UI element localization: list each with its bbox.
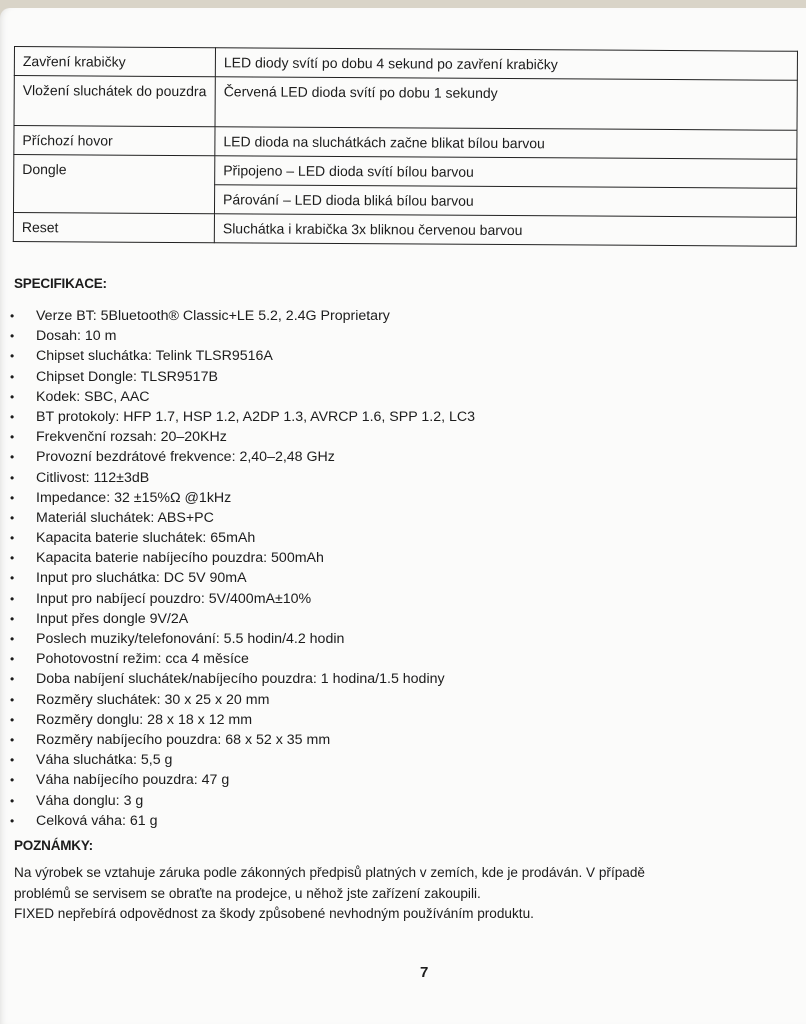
spec-item <box>8 669 475 689</box>
spec-text: Kapacita baterie nabíjecího pouzdra: 500mAh <box>36 550 324 567</box>
spec-text: Poslech muziky/telefonování: 5.5 hodin/4.2 hodin <box>36 631 345 647</box>
note-line: FIXED nepřebírá odpovědnost za škody způsobené nevhodným používáním produktu. <box>14 906 534 921</box>
specs-list <box>8 306 475 831</box>
spec-item <box>8 488 475 508</box>
bullet-icon: • <box>10 652 15 667</box>
bullet-icon: • <box>10 531 15 546</box>
event-cell: Zavření krabičky <box>14 47 215 77</box>
bullet-icon: • <box>10 732 15 747</box>
bullet-icon: • <box>10 712 15 727</box>
spec-item <box>8 306 475 326</box>
spec-item <box>8 589 475 609</box>
specs-title: SPECIFIKACE: <box>14 276 107 291</box>
spec-text: Rozměry sluchátek: 30 x 25 x 20 mm <box>36 691 270 708</box>
event-cell: Reset <box>13 212 214 242</box>
spec-text: Chipset sluchátka: Telink TLSR9516A <box>36 348 273 365</box>
spec-text: Váha nabíjecího pouzdra: 47 g <box>36 772 230 789</box>
bullet-icon: • <box>10 632 15 646</box>
spec-text: BT protokoly: HFP 1.7, HSP 1.2, A2DP 1.3, AVRCP 1.6, SPP 1.2, LC3 <box>36 408 476 425</box>
spec-item <box>8 770 475 790</box>
spec-text: Input přes dongle 9V/2A <box>36 610 189 627</box>
spec-item <box>8 609 475 629</box>
bullet-icon: • <box>10 571 15 586</box>
spec-text: Celková váha: 61 g <box>36 812 158 829</box>
bullet-icon: • <box>10 369 15 384</box>
spec-text: Impedance: 32 ±15%Ω @1kHz <box>36 489 232 506</box>
bullet-icon: • <box>10 490 15 505</box>
indication-cell: Sluchátka i krabička 3x bliknou červenou barvou <box>214 214 796 247</box>
spec-text: Provozní bezdrátové frekvence: 2,40–2,48 GHz <box>36 449 335 466</box>
spec-text: Chipset Dongle: TLSR9517B <box>36 368 218 385</box>
spec-text: Váha donglu: 3 g <box>36 792 144 809</box>
event-cell: Vložení sluchátek do pouzdra <box>14 76 215 127</box>
spec-item <box>8 407 475 427</box>
bullet-icon: • <box>10 813 15 828</box>
bullet-icon: • <box>10 611 15 626</box>
spec-item <box>8 346 475 366</box>
spec-item <box>8 326 475 346</box>
event-cell: Příchozí hovor <box>14 126 215 156</box>
indication-cell: LED diody svítí po dobu 4 sekund po zavření krabičky <box>215 48 797 81</box>
bullet-icon: • <box>10 591 15 606</box>
table-row <box>13 212 796 246</box>
note-line: Na výrobek se vztahuje záruka podle zákonných předpisů platných v zemích, kde je prodáván. V případě <box>14 865 645 880</box>
spec-text: Input pro sluchátka: DC 5V 90mA <box>36 570 247 587</box>
table-row <box>14 126 797 160</box>
bullet-icon: • <box>10 672 15 687</box>
spec-item <box>8 649 475 669</box>
bullet-icon: • <box>10 551 15 566</box>
table-row <box>14 155 797 189</box>
spec-item <box>8 730 475 750</box>
spec-text: Input pro nabíjecí pouzdro: 5V/400mA±10% <box>36 590 312 607</box>
spec-text: Citlivost: 112±3dB <box>36 469 150 486</box>
spec-item <box>8 568 475 588</box>
indication-cell: Párování – LED dioda bliká bílou barvou <box>214 185 796 218</box>
spec-text: Materiál sluchátek: ABS+PC <box>36 509 214 526</box>
spec-item <box>8 447 475 467</box>
spec-text: Rozměry nabíjecího pouzdra: 68 x 52 x 35 mm <box>36 731 331 748</box>
spec-item <box>8 387 475 407</box>
bullet-icon: • <box>10 329 15 344</box>
table-row <box>14 76 797 131</box>
manual-page <box>0 8 806 1024</box>
spec-text: Frekvenční rozsah: 20–20KHz <box>36 429 227 446</box>
spec-text: Rozměry donglu: 28 x 18 x 12 mm <box>36 711 253 728</box>
spec-item <box>8 548 475 568</box>
spec-item <box>8 508 475 528</box>
bullet-icon: • <box>10 773 15 788</box>
spec-text: Kapacita baterie sluchátek: 65mAh <box>36 530 256 547</box>
spec-item <box>8 367 475 387</box>
spec-text: Pohotovostní režim: cca 4 měsíce <box>36 651 249 668</box>
note-line: problémů se servisem se obraťte na prodejce, u něhož jste zařízení zakoupili. <box>14 885 481 901</box>
indication-cell: Červená LED dioda svítí po dobu 1 sekundy <box>215 77 797 131</box>
spec-item <box>8 427 475 447</box>
bullet-icon: • <box>10 510 15 525</box>
bullet-icon: • <box>10 793 15 808</box>
bullet-icon: • <box>10 692 15 707</box>
bullet-icon: • <box>10 470 15 485</box>
notes-title: POZNÁMKY: <box>14 838 93 853</box>
spec-text: Kodek: SBC, AAC <box>36 388 150 405</box>
bullet-icon: • <box>10 430 15 445</box>
spec-item <box>8 528 475 548</box>
spec-item <box>8 629 475 649</box>
bullet-icon: • <box>10 349 15 364</box>
spec-item <box>8 690 475 710</box>
spec-item <box>8 791 475 811</box>
spec-item <box>8 750 475 770</box>
notes-text <box>14 863 806 925</box>
led-indication-table <box>13 46 798 247</box>
spec-text: Doba nabíjení sluchátek/nabíjecího pouzdra: 1 hodina/1.5 hodiny <box>36 671 445 688</box>
bullet-icon: • <box>10 389 15 404</box>
spec-text: Váha sluchátka: 5,5 g <box>36 752 173 769</box>
bullet-icon: • <box>10 450 15 465</box>
spec-item <box>8 811 475 831</box>
bullet-icon: • <box>10 409 15 424</box>
indication-cell: Připojeno – LED dioda svítí bílou barvou <box>215 156 797 189</box>
bullet-icon: • <box>10 753 15 768</box>
spec-item <box>8 710 475 730</box>
indication-cell: LED dioda na sluchátkách začne blikat bílou barvou <box>215 127 797 160</box>
page-number: 7 <box>420 964 429 981</box>
spec-text: Verze BT: 5Bluetooth® Classic+LE 5.2, 2.4G Proprietary <box>36 308 390 324</box>
bullet-icon: • <box>10 309 15 323</box>
spec-text: Dosah: 10 m <box>36 328 117 345</box>
event-cell: Dongle <box>13 155 214 214</box>
spec-item <box>8 468 475 488</box>
table-row <box>14 47 797 81</box>
